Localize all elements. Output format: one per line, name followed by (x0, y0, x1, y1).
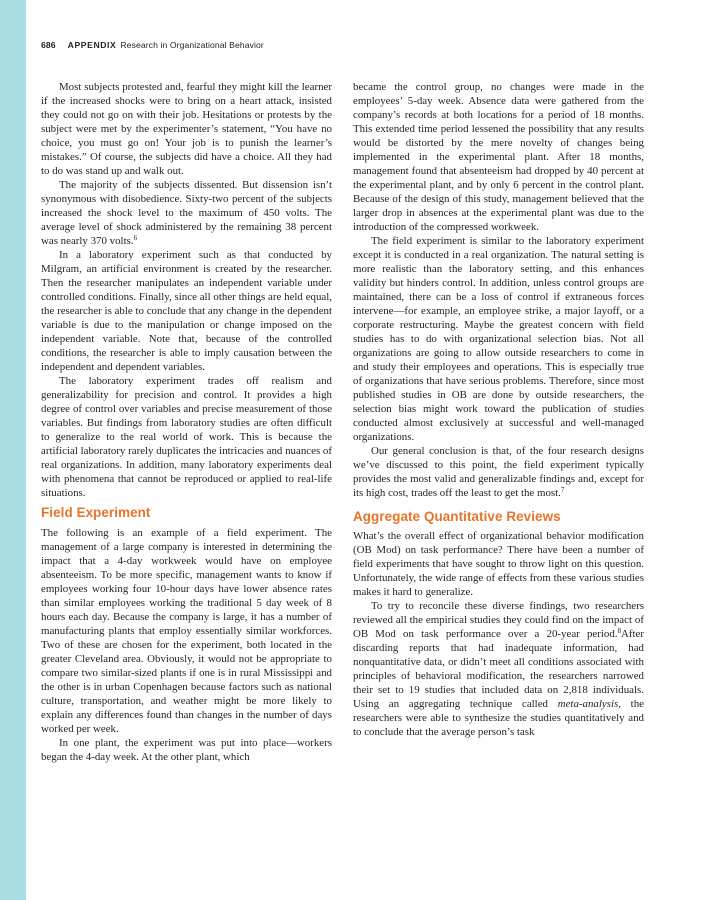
right-paragraph-5 (353, 599, 644, 739)
left-paragraph-1: Most subjects protested and, fearful they might kill the learner if the increased shocks were to bring on a heart attack, insisted they could not go on with their job. Hesitations or protests by the subject were met by the experimenter’s statement, “You have no choice, you must go on! Your job is to punish the learner’s mistakes.” Of course, the subjects did have a choice. All they had to do was stand up and walk out. (41, 81, 332, 177)
right-paragraph-3 (353, 444, 644, 500)
left-paragraph-2 (41, 178, 332, 248)
right-paragraph-4: What’s the overall effect of organizational behavior modification (OB Mod) on task performance? There have been a number of field experiments that have sought to throw light on this question. Unfortunately, the wide range of effects from these various studies makes it hard to generalize. (353, 530, 644, 598)
left-column (41, 80, 332, 764)
right-paragraph-2: The field experiment is similar to the laboratory experiment except it is conducted in a real organization. The natural setting is more realistic than the laboratory setting, and this enhances validity but hinders control. In addition, unless control groups are maintained, there can be a loss of control if extraneous forces intervene—for example, an employee strike, a major layoff, or a corporate restructuring. Maybe the greatest concern with field studies has to do with organizational selection bias. Not all organizations are going to allow outside researchers to come in and study their employees and operations. This is especially true of organizations that have serious problems. Therefore, since most published studies in OB are done by outside researchers, the selection bias might work toward the publication of studies conducted almost exclusively at successful and well-managed organizations. (353, 235, 644, 443)
side-color-band (0, 0, 26, 900)
left-paragraph-6: In one plant, the experiment was put into place—workers began the 4-day week. At the other plant, which (41, 737, 332, 763)
left-paragraph-4: The laboratory experiment trades off realism and generalizability for precision and control. It provides a high degree of control over variables and precise measurement of those variables. But findings from laboratory studies are often difficult to generalize to the real world of work. This is because the artificial laboratory rarely duplicates the intricacies and nuances of real organizations. In addition, many laboratory experiments deal with phenomena that cannot be reproduced or applied to real-life situations. (41, 375, 332, 499)
right-paragraph-3-text: Our general conclusion is that, of the four research designs we’ve discussed to this point, the field experiment typically provides the most valid and generalizable findings and, except for its high cost, trades off the least to get the most. (353, 445, 644, 499)
right-column (353, 80, 644, 739)
running-head (41, 40, 264, 50)
footnote-ref-7: 7 (560, 486, 565, 494)
left-paragraph-2-text: The majority of the subjects dissented. But dissension isn’t synonymous with disobedience. Sixty-two percent of the subjects increased the shock level to the maximum of 450 volts. The average level of shock administered by the remaining 38 percent was nearly 370 volts. (41, 179, 332, 247)
right-paragraph-1: became the control group, no changes were made in the employees’ 5-day week. Absence data were gathered from the company’s records at both locations for a period of 18 months. This extended time period lessened the possibility that any results would be distorted by the mere novelty of changes being implemented in the experimental plant. After 18 months, management found that absenteeism had dropped by 40 percent at the experimental plant, and by only 6 percent in the control plant. Because of the design of this study, management believed that the larger drop in absences at the experimental plant was due to the introduction of the compressed workweek. (353, 81, 644, 233)
right-paragraph-5-part-a: To try to reconcile these diverse findings, two researchers reviewed all the empirical studies they could find on the impact of OB Mod on task performance over a 20-year period. (353, 600, 644, 640)
left-paragraph-3: In a laboratory experiment such as that conducted by Milgram, an artificial environment is created by the researcher. Then the researcher manipulates an independent variable under controlled conditions. Finally, since all other things are held equal, the researcher is able to conclude that any change in the dependent variable is due to the manipulation or change imposed on the independent variable. Note that, because of the controlled conditions, the researcher is able to imply causation between the independent and dependent variables. (41, 249, 332, 373)
right-paragraph-5-part-b: After discarding reports that had inadequate information, had nonquantitative data, or didn’t meet all conditions associated with principles of behavioral modification, the researchers narrowed their set to 19 studies that included data on 2,818 individuals. Using an aggregating technique called (353, 628, 644, 710)
heading-aggregate-quantitative-reviews: Aggregate Quantitative Reviews (353, 509, 561, 524)
footnote-ref-8: 8 (617, 627, 622, 635)
footnote-ref-6: 6 (133, 234, 138, 242)
heading-field-experiment: Field Experiment (41, 505, 151, 520)
running-title: Research in Organizational Behavior (120, 40, 264, 50)
right-paragraph-5-part-c: , the researchers were able to synthesize the studies quantitatively and to conclude that the average person’s task (353, 698, 644, 738)
page-number: 686 (41, 40, 56, 50)
term-meta-analysis: meta-analysis (557, 698, 619, 710)
left-paragraph-5: The following is an example of a field experiment. The management of a large company is interested in determining the impact that a 4-day workweek would have on employee absenteeism. To be more specific, management wants to know if employees working four 10-hour days have lower absence rates than similar employees working the traditional 5 day week of 8 hours each day. Because the company is large, it has a number of manufacturing plants that employ essentially similar workforces. Two of these are chosen for the experiment, both located in the greater Cleveland area. Obviously, it would not be appropriate to compare two similar-sized plants if one is in rural Mississippi and the other is in urban Copenhagen because factors such as national culture, transportation, and weather might be more likely to explain any differences found than changes in the number of days worked per week. (41, 527, 332, 735)
appendix-label: APPENDIX (67, 40, 117, 50)
